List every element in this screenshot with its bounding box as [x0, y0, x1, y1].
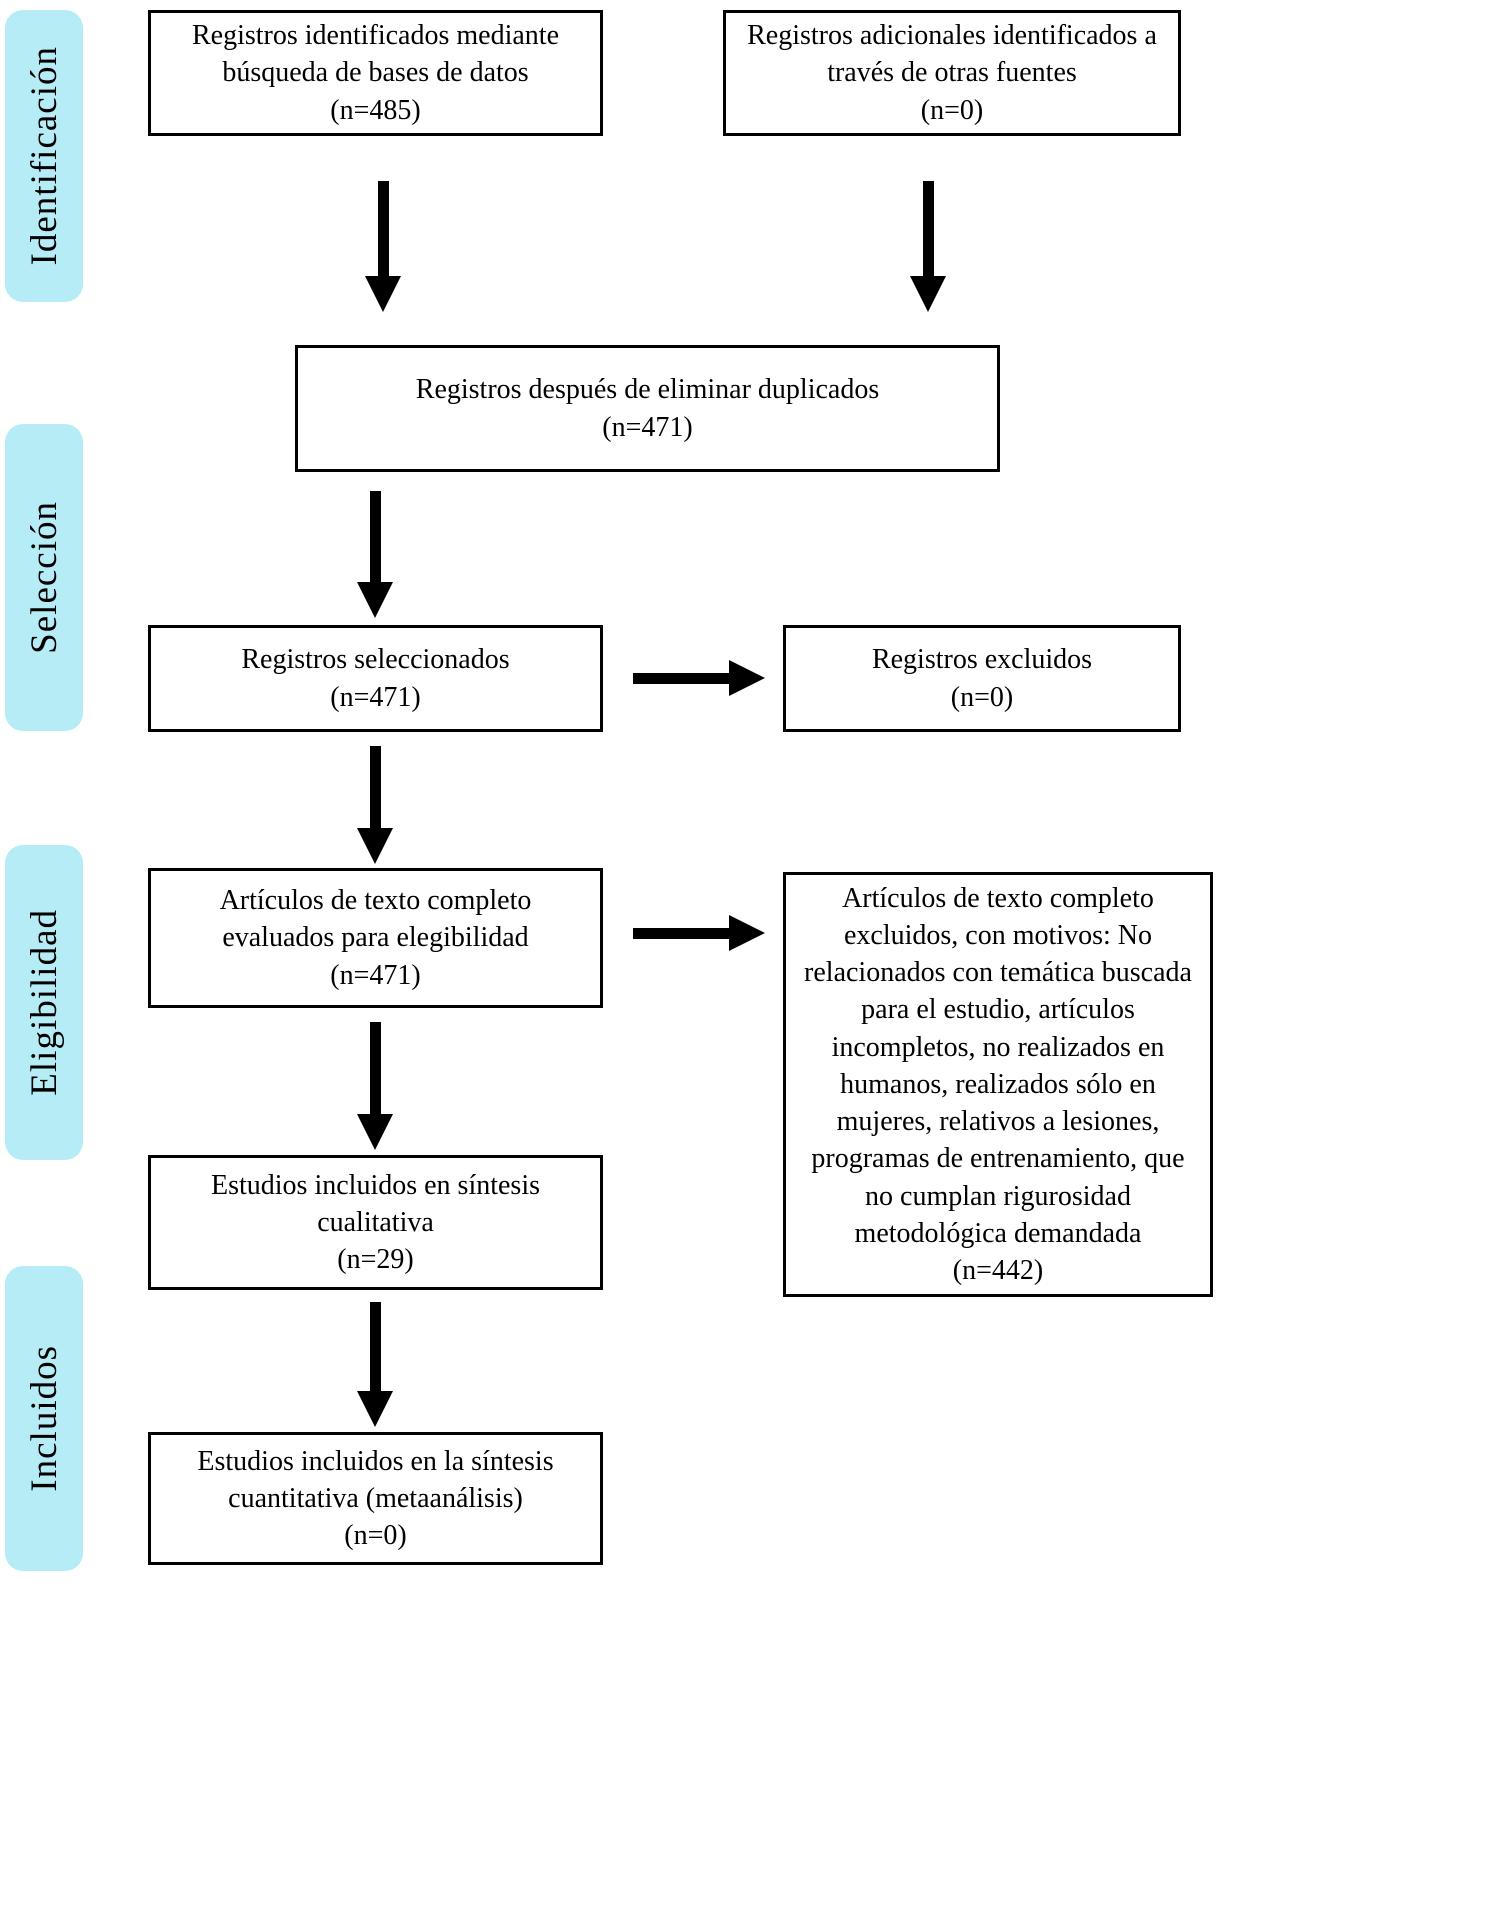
box-qualitative-synthesis-count: (n=29) [337, 1244, 414, 1276]
arrow-stem [633, 928, 729, 939]
stage-eligibility-label: Eligibilidad [23, 909, 65, 1096]
arrow-head-icon [357, 828, 393, 864]
box-records-excluded [783, 625, 1181, 732]
arrow-head-icon [729, 660, 765, 696]
box-records-screened-text: Registros seleccionados [241, 644, 510, 676]
box-quantitative-synthesis-count: (n=0) [344, 1520, 407, 1552]
box-qualitative-synthesis-text: Estudios incluidos en síntesis cualitativa [211, 1169, 540, 1238]
arrow-duplicates-to-screened [357, 491, 393, 618]
box-fulltext-excluded [783, 872, 1213, 1297]
arrow-head-icon [365, 276, 401, 312]
stage-identification-label: Identificación [23, 46, 65, 266]
arrow-head-icon [357, 1391, 393, 1427]
box-fulltext-assessed-text: Artículos de texto completo evaluados para elegibilidad [219, 885, 532, 954]
arrow-stem [633, 673, 729, 684]
box-records-excluded-count: (n=0) [950, 681, 1014, 713]
arrow-stem [370, 1022, 381, 1114]
arrow-stem [370, 491, 381, 582]
box-records-identified-count: (n=485) [330, 94, 421, 126]
arrow-head-icon [357, 582, 393, 618]
box-fulltext-excluded-count: (n=442) [952, 1255, 1044, 1287]
box-fulltext-assessed [148, 868, 603, 1008]
stage-screening [5, 424, 83, 731]
arrow-stem [370, 1302, 381, 1391]
arrow-screened-to-fulltext [357, 746, 393, 864]
box-after-duplicates-text: Registros después de eliminar duplicados [415, 374, 880, 406]
box-additional-records-text: Registros adicionales identificados a través de otras fuentes [747, 20, 1157, 89]
arrow-screened-to-excluded [633, 660, 765, 696]
box-quantitative-synthesis [148, 1432, 603, 1565]
arrow-stem [378, 181, 389, 276]
box-after-duplicates [295, 345, 1000, 472]
box-fulltext-excluded-text: Artículos de texto completo excluidos, con motivos: No relacionados con temática buscada para el estudio, artículos incompletos, no realizados en humanos, realizados sólo en mujeres, relativos a lesiones, programas de entrenamiento, que no cumplan rigurosidad metodológica demandada [804, 882, 1192, 1249]
box-after-duplicates-count: (n=471) [602, 411, 693, 443]
stage-screening-label: Selección [23, 501, 65, 654]
arrow-head-icon [910, 276, 946, 312]
box-additional-records [723, 10, 1181, 136]
box-quantitative-synthesis-text: Estudios incluidos en la síntesis cuantitativa (metaanálisis) [197, 1445, 554, 1514]
box-records-screened [148, 625, 603, 732]
arrow-stem [923, 181, 934, 276]
arrow-fulltext-to-qualitative [357, 1022, 393, 1150]
box-additional-records-count: (n=0) [920, 94, 984, 126]
stage-identification [5, 10, 83, 302]
stage-included-label: Incluidos [23, 1345, 65, 1492]
box-fulltext-assessed-count: (n=471) [330, 959, 421, 991]
arrow-head-icon [729, 915, 765, 951]
arrow-fulltext-to-excluded [633, 915, 765, 951]
arrow-stem [370, 746, 381, 828]
stage-eligibility [5, 845, 83, 1160]
arrow-head-icon [357, 1114, 393, 1150]
stage-included [5, 1266, 83, 1571]
box-qualitative-synthesis [148, 1155, 603, 1290]
arrow-qualitative-to-quantitative [357, 1302, 393, 1427]
box-records-excluded-text: Registros excluidos [871, 644, 1093, 676]
box-records-identified [148, 10, 603, 136]
arrow-additional-to-duplicates [910, 181, 946, 312]
box-records-identified-text: Registros identificados mediante búsqueda de bases de datos [191, 20, 560, 89]
arrow-identified-to-duplicates [365, 181, 401, 312]
box-records-screened-count: (n=471) [330, 681, 421, 713]
